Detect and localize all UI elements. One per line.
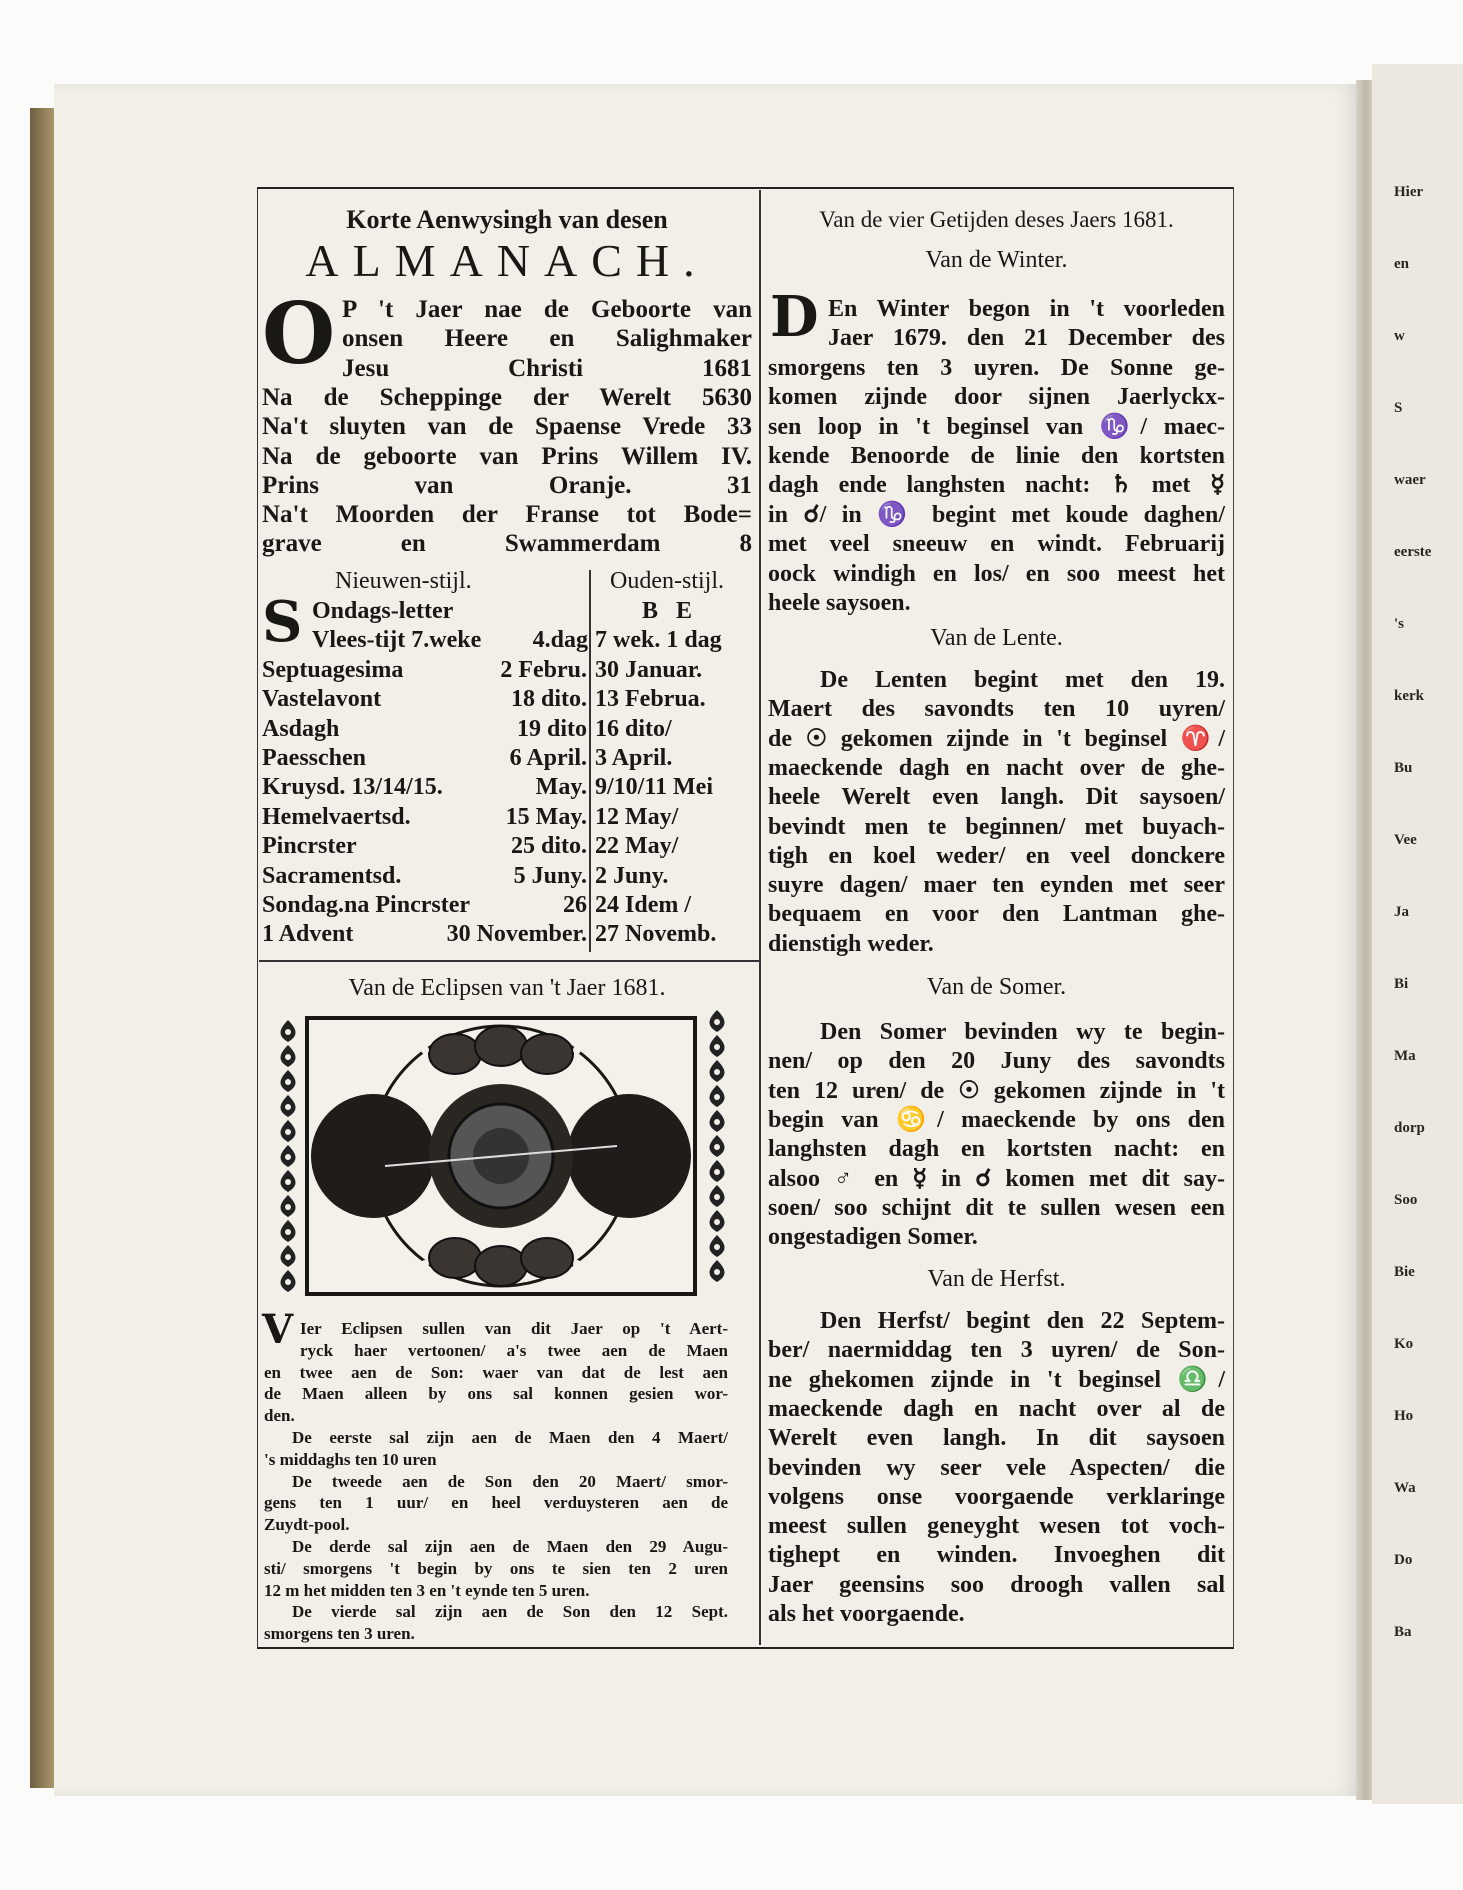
season-text-line: kende Benoorde de linie den kortsten (768, 443, 1225, 469)
table-row (262, 920, 752, 949)
row-label: Sondag.na Pincrster (262, 892, 471, 918)
eclipse-text-line: gens ten 1 uur/ en heel verduysteren aen de (264, 1493, 728, 1513)
old-style-date: 3 April. (595, 745, 673, 771)
season-text-line: bevindt men te beginnen/ met buyach- (768, 813, 1225, 840)
eclipse-woodcut (305, 1016, 697, 1296)
row-label: Sacramentsd. (262, 862, 402, 889)
facing-page-fragment: Ma (1394, 1048, 1416, 1064)
row-label: Ondags-letter (312, 598, 454, 624)
facing-page-fragment: Ja (1394, 904, 1409, 920)
intro-line: P 't Jaer nae de Geboorte van (342, 296, 752, 323)
facing-page-fragment: waer (1394, 472, 1426, 488)
season-text-line: soen/ soo schijnt dit te sullen wesen een (768, 1194, 1225, 1221)
ornament-border-left (275, 1020, 301, 1295)
season-text-line: Den Herfst/ begint den 22 Septem- (820, 1308, 1225, 1334)
table-row (262, 626, 752, 655)
section-divider (259, 960, 759, 962)
right-title: Van de vier Getijden deses Jaers 1681. (819, 207, 1174, 232)
season-text-line: de ☉ gekomen zijnde in 't beginsel ♈/ (768, 725, 1225, 752)
facing-page-fragment: Hier (1394, 184, 1424, 200)
season-text-line: als het voorgaende. (768, 1601, 965, 1627)
season-text-line: ten 12 uren/ de ☉ gekomen zijnde in 't (768, 1077, 1225, 1104)
table-head-new-style: Nieuwen-stijl. (335, 568, 472, 594)
season-text-line: komen zijnde door sijnen Jaerlyckx- (768, 384, 1225, 411)
new-style-date: 18 dito. (510, 686, 587, 713)
new-style-date: 19 dito (516, 715, 587, 742)
facing-page-fragment: en (1394, 256, 1409, 272)
table-row (262, 803, 752, 832)
eclipse-heading: Van de Eclipsen van 't Jaer 1681. (348, 975, 666, 1001)
table-row (262, 597, 752, 626)
row-label: Paesschen (262, 745, 366, 771)
facing-page-fragment: Ba (1394, 1624, 1412, 1640)
new-style-date: 15 May. (505, 803, 587, 830)
facing-page-fragment: w (1394, 328, 1405, 344)
facing-page-fragment: eerste (1394, 544, 1432, 560)
season-text-line: Jaer geensins soo droogh vallen sal (768, 1571, 1225, 1598)
table-row (262, 832, 752, 861)
season-dropcap: D (770, 284, 819, 350)
ornament-border-right (704, 1010, 730, 1285)
row-label: Septuagesima (262, 656, 404, 683)
intro-dropcap: O (262, 284, 336, 383)
season-text-line: maeckende dagh en nacht over al de (768, 1395, 1225, 1422)
column-divider (759, 190, 761, 1645)
season-text-line: heele saysoen. (768, 590, 911, 616)
season-heading: Van de Lente. (930, 625, 1063, 651)
season-heading: Van de Herfst. (927, 1266, 1066, 1292)
season-text-line: sen loop in 't beginsel van ♑/ maec- (768, 413, 1225, 440)
season-heading: Van de Winter. (925, 247, 1068, 273)
intro-line: Na de Scheppinge der Werelt 5630 (262, 383, 752, 411)
facing-page-fragment: dorp (1394, 1120, 1425, 1136)
facing-page (1372, 64, 1463, 1804)
eclipse-text-line: Ier Eclipsen sullen van dit Jaer op 't Aert- (300, 1319, 728, 1338)
season-text-line: Werelt even langh. In dit saysoen (768, 1425, 1225, 1452)
new-style-date: 4.dag (532, 627, 588, 654)
season-text-line: Jaer 1679. den 21 December des (828, 325, 1225, 352)
eclipse-text-line: De vierde sal zijn aen de Son den 12 Sept. (292, 1602, 728, 1622)
eclipse-text-line: De eerste sal zijn aen de Maen den 4 Maert/ (292, 1428, 728, 1447)
row-label: 1 Advent (262, 921, 354, 948)
table-row (262, 862, 752, 891)
season-text-line: De Lenten begint met den 19. (820, 667, 1225, 693)
season-text-line: tigh en koel weder/ en veel donckere (768, 842, 1225, 869)
old-style-date: 30 Januar. (595, 656, 703, 683)
old-style-date: 12 May/ (595, 803, 679, 830)
eclipse-text-line: de Maen alleen by ons sal konnen gesien wor- (264, 1384, 728, 1404)
season-text-line: oock windigh en los/ en soo meest het (768, 560, 1225, 587)
intro-line: Jesu Christi 1681 (342, 354, 752, 382)
facing-page-fragment: 's (1394, 616, 1405, 632)
table-head-old-style: Ouden-stijl. (610, 568, 724, 594)
season-text-line: dienstigh weder. (768, 930, 934, 957)
eclipse-dropcap: V (262, 1306, 294, 1353)
facing-page-fragment: Ho (1394, 1408, 1414, 1424)
eclipse-text-line: smorgens ten 3 uren. (264, 1624, 415, 1644)
new-style-date: 6 April. (509, 745, 587, 771)
facing-page-fragment: Vee (1394, 832, 1417, 848)
season-text-line: bequaem en voor den Lantman ghe- (768, 901, 1225, 928)
old-style-date: 22 May/ (595, 833, 679, 860)
intro-line: Na't Moorden der Franse tot Bode= (262, 501, 752, 529)
left-heading: Korte Aenwysingh van desen (346, 205, 668, 234)
season-text-line: smorgens ten 3 uyren. De Sonne ge- (768, 354, 1225, 381)
season-text-line: Den Somer bevinden wy te begin- (820, 1019, 1225, 1045)
facing-page-fragment: Bie (1394, 1264, 1415, 1280)
table-row (262, 685, 752, 714)
season-text-line: langhsten dagh en kortsten nacht: en (768, 1136, 1225, 1163)
intro-line: onsen Heere en Salighmaker (342, 325, 752, 353)
old-style-date: 9/10/11 Mei (595, 774, 713, 801)
intro-line: grave en Swammerdam 8 (262, 530, 752, 558)
row-label: Vlees-tijt 7.weke (312, 627, 482, 654)
new-style-date: 25 dito. (510, 833, 587, 860)
row-label: Kruysd. 13/14/15. (262, 774, 443, 801)
season-text-line: ongestadigen Somer. (768, 1224, 978, 1251)
season-text-line: ne ghekomen zijnde in 't beginsel ♎/ (768, 1366, 1225, 1393)
table-row (262, 656, 752, 685)
facing-page-fragment: S (1394, 400, 1403, 416)
season-text-line: nen/ op den 20 Juny des savondts (768, 1048, 1225, 1075)
season-text-line: meest sullen geneyght wesen tot voch- (768, 1513, 1225, 1540)
facing-page-fragment: Soo (1394, 1192, 1418, 1208)
old-style-date: 24 Idem / (595, 892, 691, 918)
season-text-line: met veel sneeuw en windt. Februarij (768, 531, 1225, 558)
old-style-date: 13 Februa. (595, 686, 706, 713)
old-style-date: 16 dito/ (595, 715, 672, 742)
eclipse-text-line: 12 m het midden ten 3 en 't eynde ten 5 uren. (264, 1580, 590, 1600)
facing-page-fragment: Ko (1394, 1336, 1414, 1352)
season-text-line: Maert des savondts ten 10 uyren/ (768, 696, 1225, 723)
almanach-title: ALMANACH. (305, 235, 709, 286)
intro-line: Prins van Oranje. 31 (262, 471, 752, 499)
season-text-line: alsoo ♂ en ☿ in ☌ komen met dit say- (768, 1165, 1225, 1192)
intro-line: Na de geboorte van Prins Willem IV. (262, 442, 752, 470)
intro-line: Na't sluyten van de Spaense Vrede 33 (262, 413, 752, 441)
season-text-line: maeckende dagh en nacht over de ghe- (768, 754, 1225, 781)
season-text-line: ber/ naermiddag ten 3 uyren/ de Son- (768, 1337, 1225, 1364)
facing-page-fragment: kerk (1394, 688, 1424, 704)
season-text-line: dagh ende langhsten nacht: ♄ met ☿ (768, 472, 1225, 499)
old-style-date: B (642, 598, 659, 624)
eclipsed-moon-left (311, 1094, 435, 1218)
table-dropcap: S (262, 589, 303, 655)
new-style-date: E (675, 598, 692, 624)
new-style-date: 30 November. (446, 921, 587, 948)
eclipse-text-line: 's middaghs ten 10 uren (264, 1449, 437, 1469)
new-style-date: May. (535, 774, 587, 801)
eclipse-text-line: ryck haer vertoonen/ a's twee aen de Maen (300, 1340, 728, 1360)
table-row (262, 773, 752, 802)
season-text-line: bevinden wy seer vele Aspecten/ die (768, 1454, 1225, 1481)
table-row (262, 744, 752, 773)
season-text-line: En Winter begon in 't voorleden (828, 296, 1225, 322)
season-text-line: heele Werelt even langh. Dit saysoen/ (768, 784, 1225, 811)
table-row (262, 891, 752, 920)
old-style-date: 7 wek. 1 dag (595, 627, 722, 654)
eclipse-text-line: Zuydt-pool. (264, 1515, 350, 1535)
season-text-line: in ☌/ in ♑ begint met koude daghen/ (768, 501, 1225, 528)
facing-page-fragment: Wa (1394, 1480, 1416, 1496)
eclipse-text-line: De tweede aen de Son den 20 Maert/ smor- (292, 1471, 728, 1491)
season-heading: Van de Somer. (926, 974, 1067, 1000)
season-text-line: volgens onse voorgaende verklaringe (768, 1483, 1225, 1510)
old-style-date: 27 Novemb. (595, 921, 717, 948)
eclipsed-moon-right (567, 1094, 691, 1218)
old-style-date: 2 Juny. (595, 862, 669, 889)
table-row (262, 715, 752, 744)
season-text-line: begin van ♋/ maeckende by ons den (768, 1106, 1225, 1133)
facing-page-fragment: Bu (1394, 760, 1413, 776)
eclipse-text-line: De derde sal zijn aen de Maen den 29 Augu- (292, 1537, 728, 1556)
facing-page-fragment: Do (1394, 1552, 1413, 1568)
facing-page-fragment: Bi (1394, 976, 1409, 992)
eclipse-text-line: sti/ smorgens 't begin by ons te sien ten 2 uren (264, 1558, 728, 1578)
row-label: Vastelavont (262, 686, 382, 713)
new-style-date: 26 (563, 892, 587, 918)
row-label: Pincrster (262, 833, 357, 860)
eclipse-text-line: den. (264, 1406, 295, 1426)
season-text-line: suyre dagen/ maer ten eynden met seer (768, 872, 1225, 899)
season-text-line: tighept en winden. Invoeghen dit (768, 1542, 1225, 1569)
eclipse-text-line: en twee aen de Son: waer van dat de lest aen (264, 1362, 728, 1382)
new-style-date: 2 Febru. (500, 656, 587, 683)
row-label: Asdagh (262, 715, 340, 742)
new-style-date: 5 Juny. (513, 862, 587, 889)
row-label: Hemelvaertsd. (262, 803, 411, 830)
